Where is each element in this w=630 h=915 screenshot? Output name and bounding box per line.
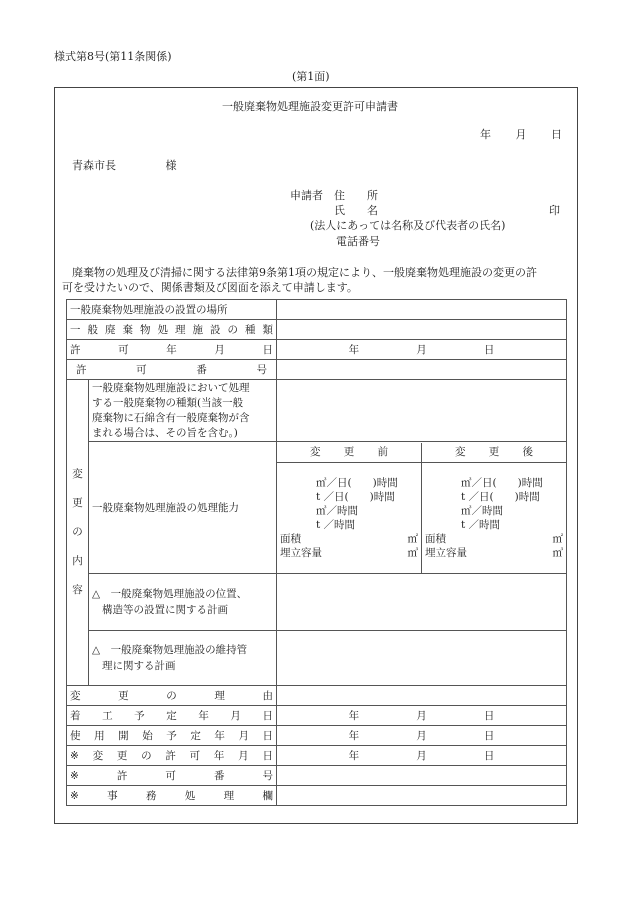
row-use-start-date	[67, 726, 567, 746]
permit-date-label: 許 可 年 月 日	[70, 343, 273, 356]
location-value[interactable]	[277, 300, 567, 320]
office-use-value[interactable]	[277, 786, 567, 806]
row-type	[67, 320, 567, 340]
change-permit-date-label: ※ 変 更 の 許 可 年 月 日	[70, 749, 273, 762]
row-start-date	[67, 706, 567, 726]
row-waste-type	[67, 380, 567, 442]
change-permit-number-value[interactable]	[277, 766, 567, 786]
row-change-permit-number	[67, 766, 567, 786]
row-plan-structure	[67, 574, 567, 631]
office-use-label: ※ 事 務 処 理 欄	[70, 789, 273, 802]
row-permit-number	[67, 360, 567, 380]
addressee-honorific: 様	[165, 159, 177, 172]
date-line	[480, 126, 562, 142]
type-label: 一 般 廃 棄 物 処 理 施 設 の 種 類	[70, 323, 273, 336]
addressee-name: 青森市長	[72, 159, 116, 172]
plan-structure-label: △ 一般廃棄物処理施設の位置、 構造等の設置に関する計画	[89, 574, 277, 631]
form-number: 様式第8号(第11条関係)	[54, 50, 172, 63]
row-change-permit-date	[67, 746, 567, 766]
row-permit-date	[67, 340, 567, 360]
page-label: (第1面)	[292, 70, 330, 83]
use-start-label: 使 用 開 始 予 定 年 月 日	[70, 729, 273, 742]
before-header: 変 更 前	[310, 446, 388, 459]
capacity-after[interactable]: ㎥／日( )時間 t ／日( )時間 ㎥／時間 t ／時間 面積 ㎡ 埋立容量 ㎥	[425, 476, 563, 559]
plan-structure-value[interactable]	[277, 574, 567, 631]
after-header: 変 更 後	[455, 446, 533, 459]
change-permit-date-value[interactable]: 年 月 日	[277, 746, 567, 766]
body-text-line1: 廃棄物の処理及び清掃に関する法律第9条第1項の規定により、一般廃棄物処理施設の変更の許	[72, 266, 537, 279]
corporate-note: (法人にあっては名称及び代表者の氏名)	[310, 219, 506, 232]
applicant-name: 氏 名	[334, 204, 378, 217]
start-date-value[interactable]: 年 月 日	[277, 706, 567, 726]
capacity-table	[277, 443, 566, 573]
applicant-address: 住 所	[334, 189, 378, 202]
use-start-value[interactable]: 年 月 日	[277, 726, 567, 746]
addressee	[72, 157, 177, 173]
reason-label: 変 更 の 理 由	[70, 689, 273, 702]
date-month: 月	[515, 128, 527, 141]
body-text-line2: 可を受けたいので、関係書類及び図面を添えて申請します。	[62, 281, 358, 294]
form-title: 一般廃棄物処理施設変更許可申請書	[222, 100, 398, 113]
waste-type-label: 一般廃棄物処理施設において処理 する一般廃棄物の種類(当該一般 廃棄物に石綿含有一般廃棄物が含 まれる場合は、その旨を含む。)	[89, 380, 277, 442]
reason-value[interactable]	[277, 686, 567, 706]
change-permit-number-label: ※ 許 可 番 号	[70, 769, 273, 782]
permit-number-label: 許 可 番 号	[76, 363, 267, 376]
row-location	[67, 300, 567, 320]
capacity-label: 一般廃棄物処理施設の処理能力	[89, 442, 277, 574]
date-year: 年	[480, 128, 491, 141]
location-label: 一般廃棄物処理施設の設置の場所	[67, 300, 277, 320]
start-date-label: 着 工 予 定 年 月 日	[70, 709, 273, 722]
plan-maintenance-label: △ 一般廃棄物処理施設の維持管 理に関する計画	[89, 631, 277, 686]
plan-maintenance-value[interactable]	[277, 631, 567, 686]
applicant-label: 申請者	[290, 189, 323, 202]
row-reason	[67, 686, 567, 706]
capacity-before[interactable]: ㎥／日( )時間 t ／日( )時間 ㎥／時間 t ／時間 面積 ㎡ 埋立容量 ㎥	[277, 463, 422, 573]
permit-number-value[interactable]	[277, 360, 567, 380]
row-office-use	[67, 786, 567, 806]
change-content-label: 変 更 の 内 容	[67, 380, 89, 686]
row-plan-maintenance	[67, 631, 567, 686]
row-capacity	[67, 442, 567, 574]
date-day: 日	[551, 128, 562, 141]
waste-type-value[interactable]	[277, 380, 567, 442]
permit-date-value[interactable]: 年 月 日	[277, 340, 567, 360]
type-value[interactable]	[277, 320, 567, 340]
application-table	[66, 299, 567, 806]
phone-label: 電話番号	[336, 235, 380, 248]
seal-mark: 印	[549, 204, 560, 217]
